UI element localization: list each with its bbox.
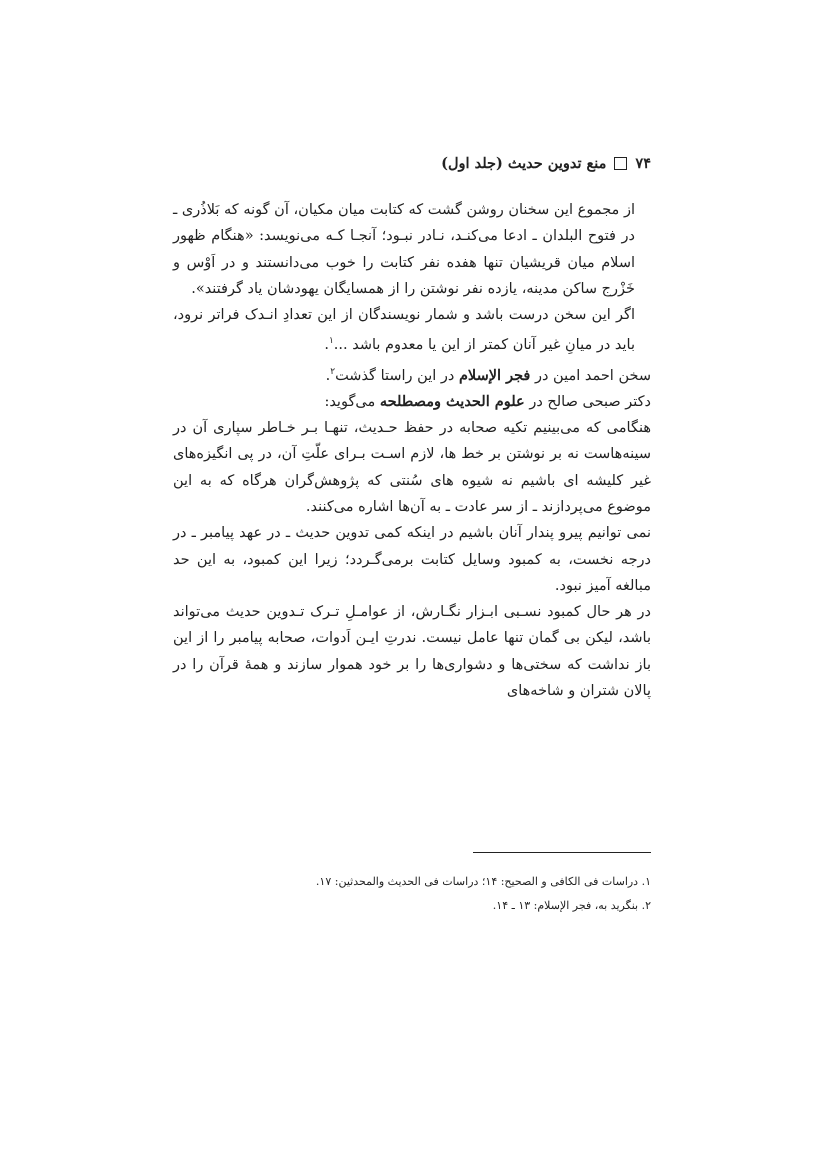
paragraph: اگر این سخن درست باشد و شمار نویسندگان از این تعدادِ انـدک فراتر نرود، باید در میانِ غیر آنان کمتر از این یا معدوم باشد ...$^۱$. (173, 307, 635, 354)
paragraph-text: در این راستا گذشت (335, 367, 455, 384)
page-number: ۷۴ (635, 155, 651, 172)
book-title: منع تدوین حدیث (جلد اول) (441, 155, 607, 172)
footnotes (173, 870, 651, 918)
footnote: ۱. دراسات فی الکافی و الصحیح: ۱۴؛ دراسات فی الحدیث والمحدثین: ۱۷. (315, 875, 651, 888)
quote-paragraph: در هر حال کمبود نسـبی ابـزار نگـارش، از عوامـلِ تـرک تـدوین حدیث می‌تواند باشد، لیکن بی گمان تنها عامل نیست. ندرتِ ایـن اَدوات، صحابه پیامبر را از این باز نداشت که سختی‌ها و دشواری‌ها را بر خود هموار سازند و همهٔ قرآن را در پالان شتران و شاخه‌های (173, 604, 651, 699)
paragraph: از مجموع این سخنان روشن گشت که کتابت میان مکیان، آن گونه که بَلاذُری ـ در فتوح البلدان ـ ادعا می‌کنـد، نـادر نبـود؛ آنجـا کـه می‌نویسد: «هنگام ظهور اسلام میان قریشیان تنها هفده نفر کتابت را خوب می‌دانستند و در اَوْس و خَزْرج ساکن مدینه، یازده نفر نوشتن را از همسایگان یهودشان یاد گرفتند». (173, 202, 635, 297)
paragraph-text: اگر این سخن درست باشد و شمار نویسندگان از این تعدادِ انـدک فراتر نرود، باید در میانِ غیر آنان کمتر از این یا معدوم باشد ... (173, 307, 635, 354)
running-header (441, 155, 651, 172)
footnote-ref[interactable]: ۱ (328, 336, 334, 347)
paragraph-text: سخن احمد امین در (534, 367, 651, 384)
paragraph-text: دکتر صبحی صالح در (529, 393, 651, 410)
book-name: علوم الحدیث ومصطلحه (379, 392, 525, 410)
quote-paragraph: نمی توانیم پیرو پندار آنان باشیم در اینکه کمی تدوین حدیث ـ در عهد پیامبر ـ در درجه نخست، به کمبود وسایل کتابت برمی‌گـردد؛ زیرا این کمبود، به این حد مبالغه آمیز نبود. (173, 525, 651, 594)
square-bullet-icon (614, 157, 627, 170)
body-text (173, 197, 651, 704)
footnote: ۲. بنگرید به، فجر الإسلام: ۱۳ ـ ۱۴. (492, 899, 651, 912)
paragraph: سخن احمد امین در فجر الإسلام در این راستا گذشت$^۲$. (325, 366, 651, 384)
book-name: فجر الإسلام (458, 366, 531, 384)
paragraph (173, 389, 651, 415)
paragraph-text: می‌گوید: (324, 393, 376, 410)
footnote-divider (473, 852, 651, 853)
footnote-ref[interactable]: ۲ (330, 366, 336, 377)
quote-paragraph: هنگامی که می‌بینیم تکیه صحابه در حفظ حـدیث، تنهـا بـر خـاطر سپاری آن در سینه‌هاست نه بر نوشتن بر خط ها، لازم اسـت بـرای علّتِ آن، در پی انگیزه‌های غیر کلیشه ای باشیم نه شیوه های سُنتی که پژوهش‌گران هرگاه که به این موضوع می‌پردازند ـ از سر عادت ـ به آن‌ها اشاره می‌کنند. (173, 420, 651, 515)
